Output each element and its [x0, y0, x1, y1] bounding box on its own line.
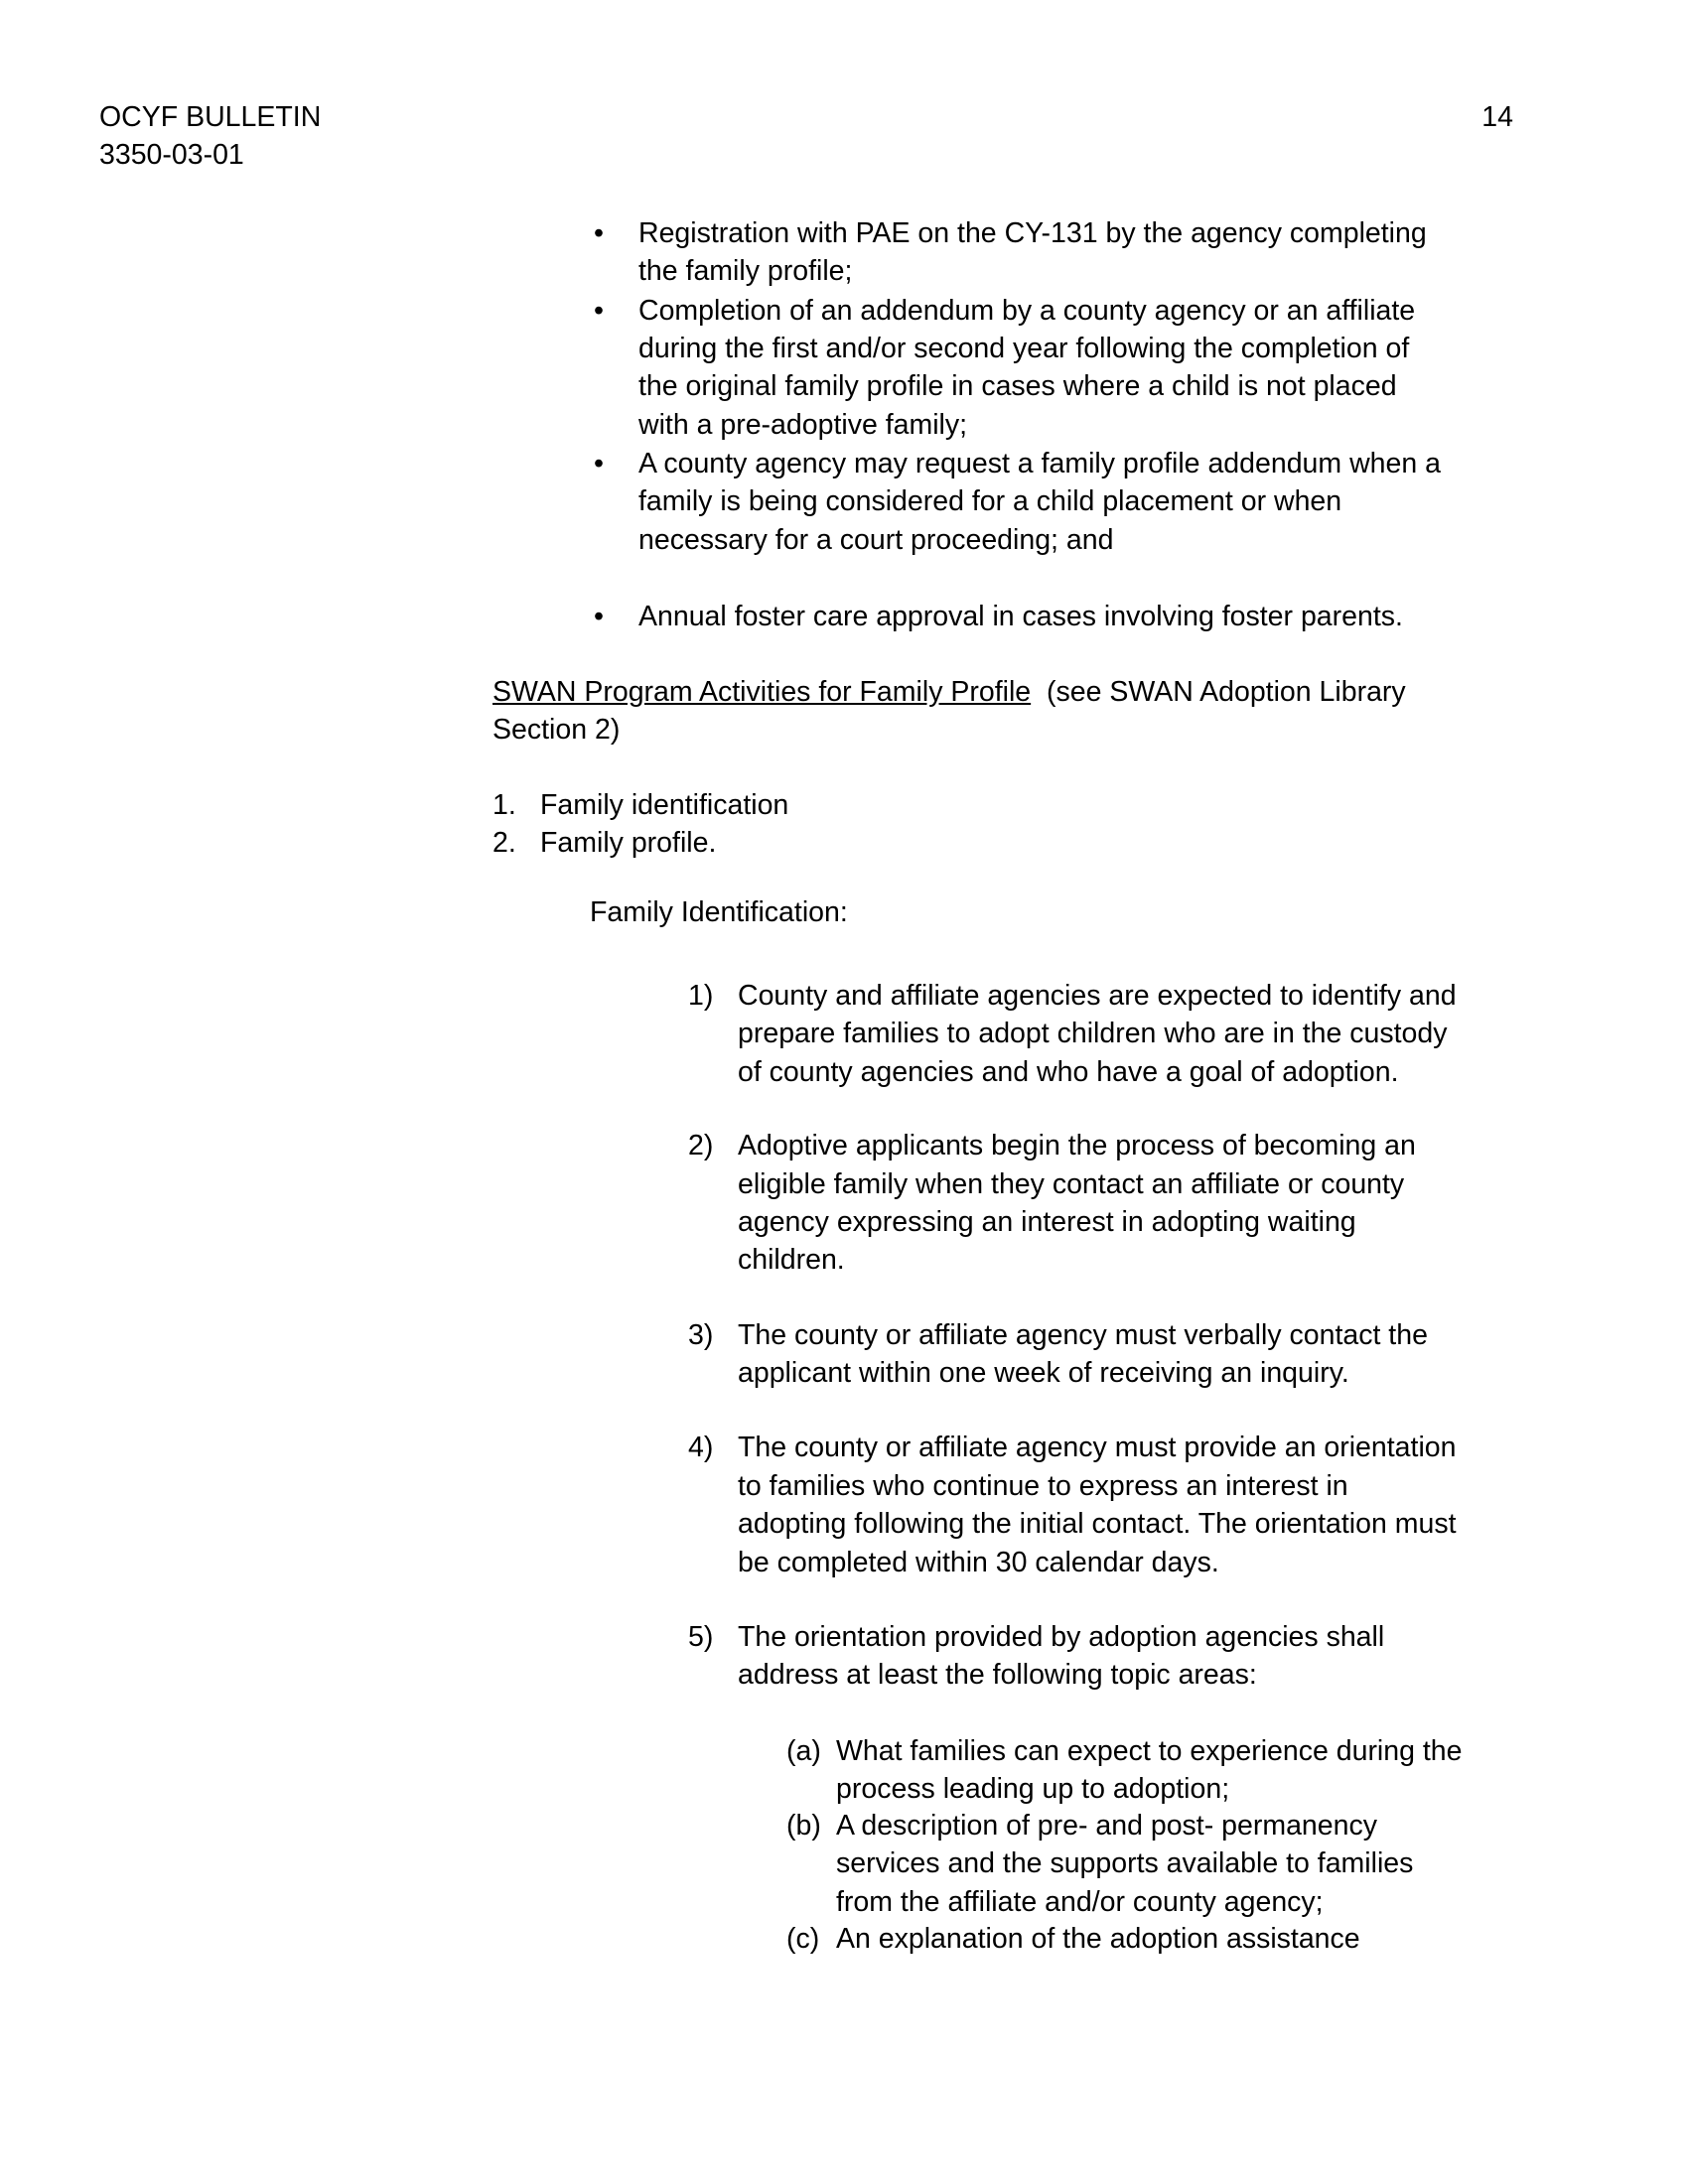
- list-marker: 5): [688, 1620, 714, 1653]
- list-item: [738, 977, 1457, 1091]
- list-item-line: What families can expect to experience during the: [836, 1735, 1463, 1768]
- list-item-line: services and the supports available to families: [836, 1847, 1414, 1880]
- list-marker: (a): [786, 1735, 821, 1768]
- list-item-line: A county agency may request a family profile addendum when a: [638, 447, 1441, 479]
- list-item-line: The county or affiliate agency must verbally contact the: [738, 1318, 1428, 1351]
- list-item-line: An explanation of the adoption assistance: [836, 1922, 1360, 1955]
- list-item-line: Adoptive applicants begin the process of becoming an: [738, 1130, 1416, 1162]
- list-item-line: family is being considered for a child placement or when: [638, 485, 1342, 518]
- list-item: [836, 1732, 1463, 1809]
- list-item: [836, 1807, 1413, 1921]
- section-heading-link-text: SWAN Program Activities for Family Profile: [492, 676, 1032, 708]
- list-item-line: Registration with PAE on the CY-131 by the agency completing: [638, 216, 1427, 249]
- page-number: 14: [1481, 101, 1513, 133]
- bulletin-title: OCYF BULLETIN: [99, 101, 322, 133]
- list-item: [638, 445, 1441, 559]
- list-marker: •: [594, 447, 604, 479]
- list-item: [638, 598, 1403, 635]
- list-item: [738, 1127, 1416, 1280]
- list-item-line: during the first and/or second year following the completion of: [638, 332, 1410, 364]
- list-marker: 1.: [492, 789, 516, 822]
- list-item-line: prepare families to adopt children who are in the custody: [738, 1018, 1448, 1050]
- list-item: [638, 214, 1427, 291]
- list-item: [738, 1429, 1457, 1581]
- list-marker: 1): [688, 979, 714, 1012]
- list-item-line: eligible family when they contact an affiliate or county: [738, 1167, 1405, 1200]
- section-heading-ref: (see SWAN Adoption Library: [1031, 676, 1406, 708]
- list-item-line: process leading up to adoption;: [836, 1773, 1230, 1806]
- list-item-line: address at least the following topic areas:: [738, 1659, 1257, 1692]
- list-item: [738, 1316, 1428, 1393]
- list-item-line: The orientation provided by adoption agencies shall: [738, 1620, 1385, 1653]
- list-marker: •: [594, 216, 604, 249]
- list-marker: •: [594, 600, 604, 632]
- list-item: [638, 292, 1415, 445]
- list-item-line: County and affiliate agencies are expected to identify and: [738, 979, 1457, 1012]
- list-item: [738, 1618, 1384, 1695]
- list-marker: •: [594, 294, 604, 327]
- list-item-line: to families who continue to express an interest in: [738, 1469, 1348, 1502]
- list-marker: (b): [786, 1810, 821, 1843]
- list-marker: 2): [688, 1130, 714, 1162]
- list-item-line: Family identification: [540, 789, 789, 822]
- list-item-line: of county agencies and who have a goal of adoption.: [738, 1055, 1399, 1088]
- list-item-line: with a pre-adoptive family;: [638, 408, 968, 441]
- list-item-line: from the affiliate and/or county agency;: [836, 1885, 1324, 1918]
- list-item-line: applicant within one week of receiving an inquiry.: [738, 1356, 1349, 1389]
- list-marker: 2.: [492, 826, 516, 859]
- list-item-line: The county or affiliate agency must provide an orientation: [738, 1432, 1457, 1464]
- list-item: [540, 824, 716, 862]
- list-item-line: adopting following the initial contact. The orientation must: [738, 1508, 1457, 1541]
- list-item-line: Family profile.: [540, 826, 717, 859]
- section-heading: [492, 673, 1406, 750]
- list-item-line: the family profile;: [638, 255, 853, 288]
- list-item-line: be completed within 30 calendar days.: [738, 1546, 1219, 1578]
- list-item-line: Annual foster care approval in cases involving foster parents.: [638, 600, 1403, 632]
- subheading: Family Identification:: [590, 896, 848, 928]
- list-item-line: necessary for a court proceeding; and: [638, 523, 1114, 556]
- list-marker: 4): [688, 1432, 714, 1464]
- list-marker: 3): [688, 1318, 714, 1351]
- list-item-line: children.: [738, 1244, 845, 1277]
- list-item-line: the original family profile in cases where a child is not placed: [638, 370, 1397, 403]
- list-marker: (c): [786, 1922, 820, 1955]
- list-item: [540, 786, 788, 824]
- list-item-line: agency expressing an interest in adopting waiting: [738, 1206, 1356, 1239]
- list-item: [836, 1920, 1360, 1958]
- list-item-line: A description of pre- and post- permanency: [836, 1810, 1377, 1843]
- bulletin-number: 3350-03-01: [99, 139, 244, 171]
- section-heading-ref-2: Section 2): [492, 714, 621, 747]
- list-item-line: Completion of an addendum by a county agency or an affiliate: [638, 294, 1416, 327]
